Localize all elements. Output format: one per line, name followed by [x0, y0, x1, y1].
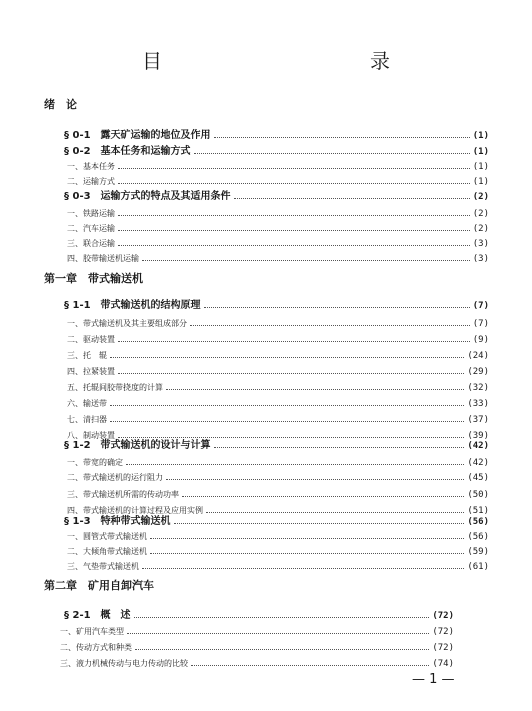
toc-item-entry[interactable]: [67, 221, 489, 235]
entry-page: (42): [467, 441, 489, 451]
entry-page: (72): [432, 643, 454, 653]
entry-page: (1): [472, 162, 489, 172]
entry-title: 二、汽车运输: [67, 224, 115, 233]
entry-page: (39): [467, 431, 489, 441]
dot-leader: [206, 503, 464, 513]
toc-section-entry[interactable]: [64, 189, 489, 203]
entry-page: (50): [467, 490, 489, 500]
dot-leader: [194, 144, 470, 154]
dot-leader: [118, 159, 470, 169]
entry-page: (56): [467, 517, 489, 527]
entry-title: 一、铁路运输: [67, 209, 115, 218]
entry-title: 六、输送带: [67, 399, 107, 408]
toc-item-entry[interactable]: [67, 316, 489, 330]
dot-leader: [204, 298, 470, 308]
toc-section-entry[interactable]: [64, 438, 489, 452]
toc-item-entry[interactable]: [67, 487, 489, 501]
dot-leader: [214, 128, 470, 138]
dot-leader: [110, 396, 464, 406]
entry-title: § 0-2 基本任务和运输方式: [64, 146, 191, 157]
toc-item-entry[interactable]: [60, 656, 454, 670]
toc-item-entry[interactable]: [67, 364, 489, 378]
toc-section-entry[interactable]: [64, 608, 454, 622]
entry-title: § 1-2 带式输送机的设计与计算: [64, 440, 211, 451]
dot-leader: [118, 332, 470, 342]
dot-leader: [118, 174, 470, 184]
toc-item-entry[interactable]: [67, 396, 489, 410]
toc-item-entry[interactable]: [67, 470, 489, 484]
dot-leader: [174, 514, 465, 524]
entry-title: 三、液力机械传动与电力传动的比较: [60, 659, 188, 668]
toc-item-entry[interactable]: [60, 624, 454, 638]
dot-leader: [166, 470, 464, 480]
entry-title: § 1-1 带式输送机的结构原理: [64, 300, 201, 311]
entry-title: 二、驱动装置: [67, 335, 115, 344]
dot-leader: [110, 348, 464, 358]
dot-leader: [118, 221, 470, 231]
toc-item-entry[interactable]: [67, 332, 489, 346]
dot-leader: [166, 380, 464, 390]
entry-page: (42): [467, 458, 489, 468]
entry-title: 八、制动装置: [67, 431, 115, 440]
dot-leader: [118, 236, 470, 246]
entry-page: (2): [472, 224, 489, 234]
entry-page: (3): [472, 254, 489, 264]
dot-leader: [118, 428, 464, 438]
page-number: — 1 —: [412, 672, 455, 687]
toc-item-entry[interactable]: [67, 529, 489, 543]
dot-leader: [127, 624, 429, 634]
entry-title: 三、气垫带式输送机: [67, 562, 139, 571]
entry-page: (7): [472, 319, 489, 329]
entry-title: 四、胶带输送机运输: [67, 254, 139, 263]
entry-page: (72): [432, 627, 454, 637]
dot-leader: [110, 412, 464, 422]
toc-section-entry[interactable]: [64, 128, 489, 142]
toc-item-entry[interactable]: [67, 559, 489, 573]
dot-leader: [190, 316, 470, 326]
entry-page: (56): [467, 532, 489, 542]
entry-title: § 0-3 运输方式的特点及其适用条件: [64, 191, 231, 202]
dot-leader: [126, 455, 464, 465]
entry-title: 一、基本任务: [67, 162, 115, 171]
entry-page: (24): [467, 351, 489, 361]
dot-leader: [135, 640, 429, 650]
entry-title: 七、清扫器: [67, 415, 107, 424]
entry-page: (33): [467, 399, 489, 409]
entry-title: 三、托 辊: [67, 351, 107, 360]
entry-title: 三、联合运输: [67, 239, 115, 248]
toc-item-entry[interactable]: [67, 380, 489, 394]
entry-page: (1): [472, 131, 489, 141]
dot-leader: [191, 656, 429, 666]
dot-leader: [118, 364, 464, 374]
entry-title: 四、带式输送机的计算过程及应用实例: [67, 506, 203, 515]
entry-page: (2): [472, 192, 489, 202]
chapter-heading: 绪 论: [44, 98, 77, 111]
entry-title: 四、拉紧装置: [67, 367, 115, 376]
entry-title: 一、带式输送机及其主要组成部分: [67, 319, 187, 328]
entry-title: § 2-1 概 述: [64, 610, 131, 621]
entry-page: (51): [467, 506, 489, 516]
entry-page: (1): [472, 177, 489, 187]
toc-item-entry[interactable]: [67, 348, 489, 362]
toc-section-entry[interactable]: [64, 514, 489, 528]
entry-title: 一、圆管式带式输送机: [67, 532, 147, 541]
entry-title: 一、带宽的确定: [67, 458, 123, 467]
toc-item-entry[interactable]: [60, 640, 454, 654]
entry-page: (37): [467, 415, 489, 425]
entry-page: (72): [432, 611, 454, 621]
dot-leader: [234, 189, 470, 199]
toc-item-entry[interactable]: [67, 455, 489, 469]
entry-page: (61): [467, 562, 489, 572]
dot-leader: [214, 438, 465, 448]
entry-page: (7): [472, 301, 489, 311]
toc-item-entry[interactable]: [67, 206, 489, 220]
dot-leader: [134, 608, 430, 618]
entry-page: (9): [472, 335, 489, 345]
dot-leader: [150, 529, 464, 539]
entry-page: (2): [472, 209, 489, 219]
toc-item-entry[interactable]: [67, 544, 489, 558]
entry-page: (3): [472, 239, 489, 249]
toc-item-entry[interactable]: [67, 412, 489, 426]
entry-page: (74): [432, 659, 454, 669]
entry-title: 二、运输方式: [67, 177, 115, 186]
entry-page: (1): [472, 147, 489, 157]
entry-title: § 0-1 露天矿运输的地位及作用: [64, 130, 211, 141]
entry-page: (32): [467, 383, 489, 393]
toc-item-entry[interactable]: [67, 159, 489, 173]
toc-item-entry[interactable]: [67, 174, 489, 188]
toc-section-entry[interactable]: [64, 298, 489, 312]
entry-page: (29): [467, 367, 489, 377]
entry-page: (45): [467, 473, 489, 483]
entry-page: (59): [467, 547, 489, 557]
toc-item-entry[interactable]: [67, 236, 489, 250]
toc-title: 目 录: [142, 49, 446, 73]
toc-item-entry[interactable]: [67, 251, 489, 265]
entry-title: § 1-3 特种带式输送机: [64, 516, 171, 527]
dot-leader: [182, 487, 464, 497]
entry-title: 二、带式输送机的运行阻力: [67, 473, 163, 482]
dot-leader: [150, 544, 464, 554]
chapter-heading: 第二章 矿用自卸汽车: [44, 579, 154, 592]
chapter-heading: 第一章 带式输送机: [44, 272, 143, 285]
dot-leader: [142, 559, 464, 569]
entry-title: 二、传动方式和种类: [60, 643, 132, 652]
entry-title: 三、带式输送机所需的传动功率: [67, 490, 179, 499]
entry-title: 二、大倾角带式输送机: [67, 547, 147, 556]
toc-section-entry[interactable]: [64, 144, 489, 158]
entry-title: 一、矿用汽车类型: [60, 627, 124, 636]
dot-leader: [118, 206, 470, 216]
entry-title: 五、托辊间胶带挠度的计算: [67, 383, 163, 392]
dot-leader: [142, 251, 470, 261]
